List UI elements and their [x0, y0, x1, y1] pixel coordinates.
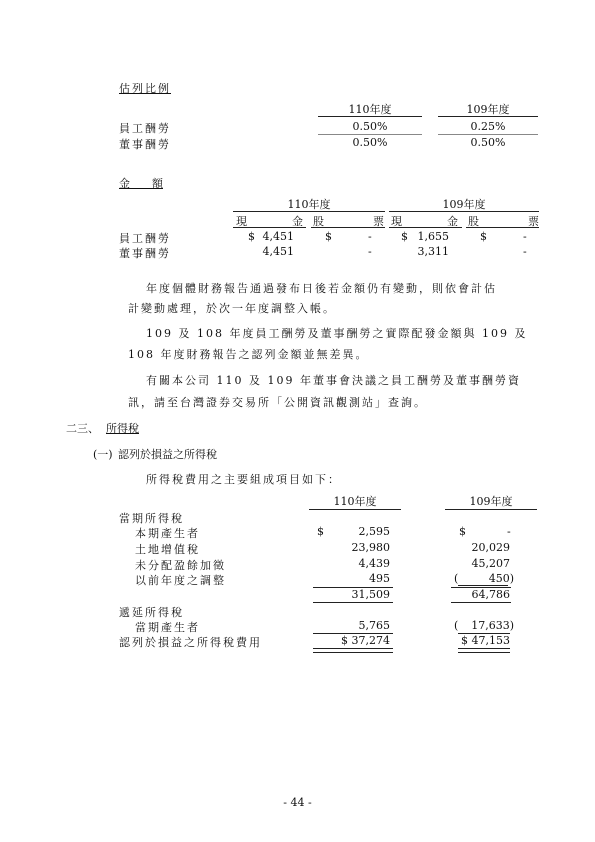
cash-110-rule [233, 227, 306, 228]
double-underline-110 [313, 648, 393, 653]
ratio-row-label: 董事酬勞 [119, 138, 171, 151]
negative-paren: ( [454, 572, 459, 585]
deferred-value-110: 5,765 [358, 619, 390, 632]
stock-109-value: - [523, 245, 527, 258]
stock-label: 票 [373, 215, 384, 228]
currency-sign: $ [480, 230, 487, 243]
ratio-row-label: 員工酬勞 [119, 122, 171, 135]
paragraph-line: 年度個體財務報告通過發布日後若金額仍有變動，則依會計估 [146, 282, 497, 295]
ratio-value-109: 0.25% [470, 120, 506, 133]
tax-item-label: 土地增值稅 [135, 543, 200, 556]
stock-label: 股 [468, 215, 479, 228]
value-underline [458, 585, 508, 586]
tax-value-109: 450) [488, 572, 514, 585]
amount-heading: 金 額 [119, 177, 163, 190]
section-number: 二三、 [66, 422, 99, 435]
cash-label: 現 [391, 215, 402, 228]
tax-value-110: 2,595 [358, 525, 390, 538]
ratio-col-109-rule [438, 116, 538, 117]
tax-col-109-rule [445, 509, 537, 510]
ratio-heading: 估列比例 [119, 82, 171, 95]
cash-110-value: 4,451 [262, 230, 294, 243]
cash-label: 現 [236, 215, 247, 228]
stock-109-value: - [523, 230, 527, 243]
currency-sign: $ [248, 230, 255, 243]
cash-label: 金 [447, 215, 458, 228]
tax-item-label: 未分配盈餘加徵 [135, 559, 226, 572]
cash-110-value: 4,451 [262, 245, 294, 258]
ratio-value-109: 0.50% [470, 136, 506, 149]
tax-value-109: - [507, 525, 511, 538]
currency-sign: $ [317, 525, 324, 538]
paragraph-line: 109 及 108 年度員工酬勞及董事酬勞之實際配發金額與 109 及 [146, 327, 528, 340]
ratio-value-110: 0.50% [352, 136, 388, 149]
deferred-value-109: 17,633) [471, 619, 514, 632]
current-tax-label: 當期所得稅 [119, 512, 184, 525]
stock-110-rule [311, 227, 385, 228]
tax-value-110: 23,980 [351, 541, 390, 554]
double-underline-109 [458, 648, 510, 653]
amount-col-110: 110年度 [287, 198, 331, 211]
cash-109-value: 3,311 [417, 245, 449, 258]
ratio-col-110-rule [318, 116, 422, 117]
total-tax-109: $ 47,153 [461, 634, 510, 647]
amount-col-110-rule [233, 211, 385, 212]
ratio-col-109: 109年度 [466, 103, 510, 116]
total-tax-label: 認列於損益之所得稅費用 [119, 636, 262, 649]
ratio-row-divider [438, 134, 538, 135]
cash-109-rule [389, 227, 462, 228]
current-total-110: 31,509 [351, 588, 390, 601]
current-total-109: 64,786 [471, 588, 510, 601]
tax-value-110: 495 [369, 572, 390, 585]
paragraph-line: 108 年度財務報告之認列金額並無差異。 [128, 348, 369, 361]
subsection-number: (一) [93, 448, 113, 461]
stock-label: 股 [313, 215, 324, 228]
total-tax-110: $ 37,274 [341, 634, 390, 647]
paragraph-line: 計變動處理，於次一年度調整入帳。 [128, 302, 336, 315]
deferred-tax-label: 遞延所得稅 [119, 606, 184, 619]
stock-109-rule [466, 227, 539, 228]
subtotal-rule-109 [451, 602, 511, 603]
tax-col-110: 110年度 [333, 495, 377, 508]
tax-value-109: 20,029 [471, 541, 510, 554]
currency-sign: $ [325, 230, 332, 243]
amount-col-109-rule [389, 211, 539, 212]
cash-109-value: 1,655 [417, 230, 449, 243]
ratio-row-divider [318, 134, 422, 135]
stock-110-value: - [368, 230, 372, 243]
currency-sign: $ [459, 525, 466, 538]
tax-value-109: 45,207 [471, 557, 510, 570]
subsection-title: 認列於損益之所得稅 [118, 448, 217, 461]
amount-row-label: 董事酬勞 [119, 247, 171, 260]
ratio-value-110: 0.50% [352, 120, 388, 133]
tax-item-label: 本期產生者 [135, 527, 200, 540]
page-number: - 44 - [283, 796, 312, 809]
ratio-col-110: 110年度 [348, 103, 392, 116]
cash-label: 金 [292, 215, 303, 228]
tax-col-109: 109年度 [469, 495, 513, 508]
paragraph-line: 有關本公司 110 及 109 年董事會決議之員工酬勞及董事酬勞資 [146, 374, 521, 387]
negative-paren: ( [454, 619, 459, 632]
currency-sign: $ [401, 230, 408, 243]
deferred-item-label: 當期產生者 [135, 621, 200, 634]
paragraph-line: 訊，請至台灣證券交易所「公開資訊觀測站」查詢。 [128, 396, 427, 409]
tax-col-110-rule [309, 509, 401, 510]
amount-row-label: 員工酬勞 [119, 232, 171, 245]
tax-item-label: 以前年度之調整 [135, 574, 226, 587]
section-title: 所得稅 [106, 422, 139, 435]
subtotal-rule-110 [313, 602, 393, 603]
amount-col-109: 109年度 [442, 198, 486, 211]
stock-label: 票 [528, 215, 539, 228]
section-intro: 所得稅費用之主要組成項目如下： [146, 473, 341, 486]
tax-value-110: 4,439 [358, 557, 390, 570]
stock-110-value: - [368, 245, 372, 258]
